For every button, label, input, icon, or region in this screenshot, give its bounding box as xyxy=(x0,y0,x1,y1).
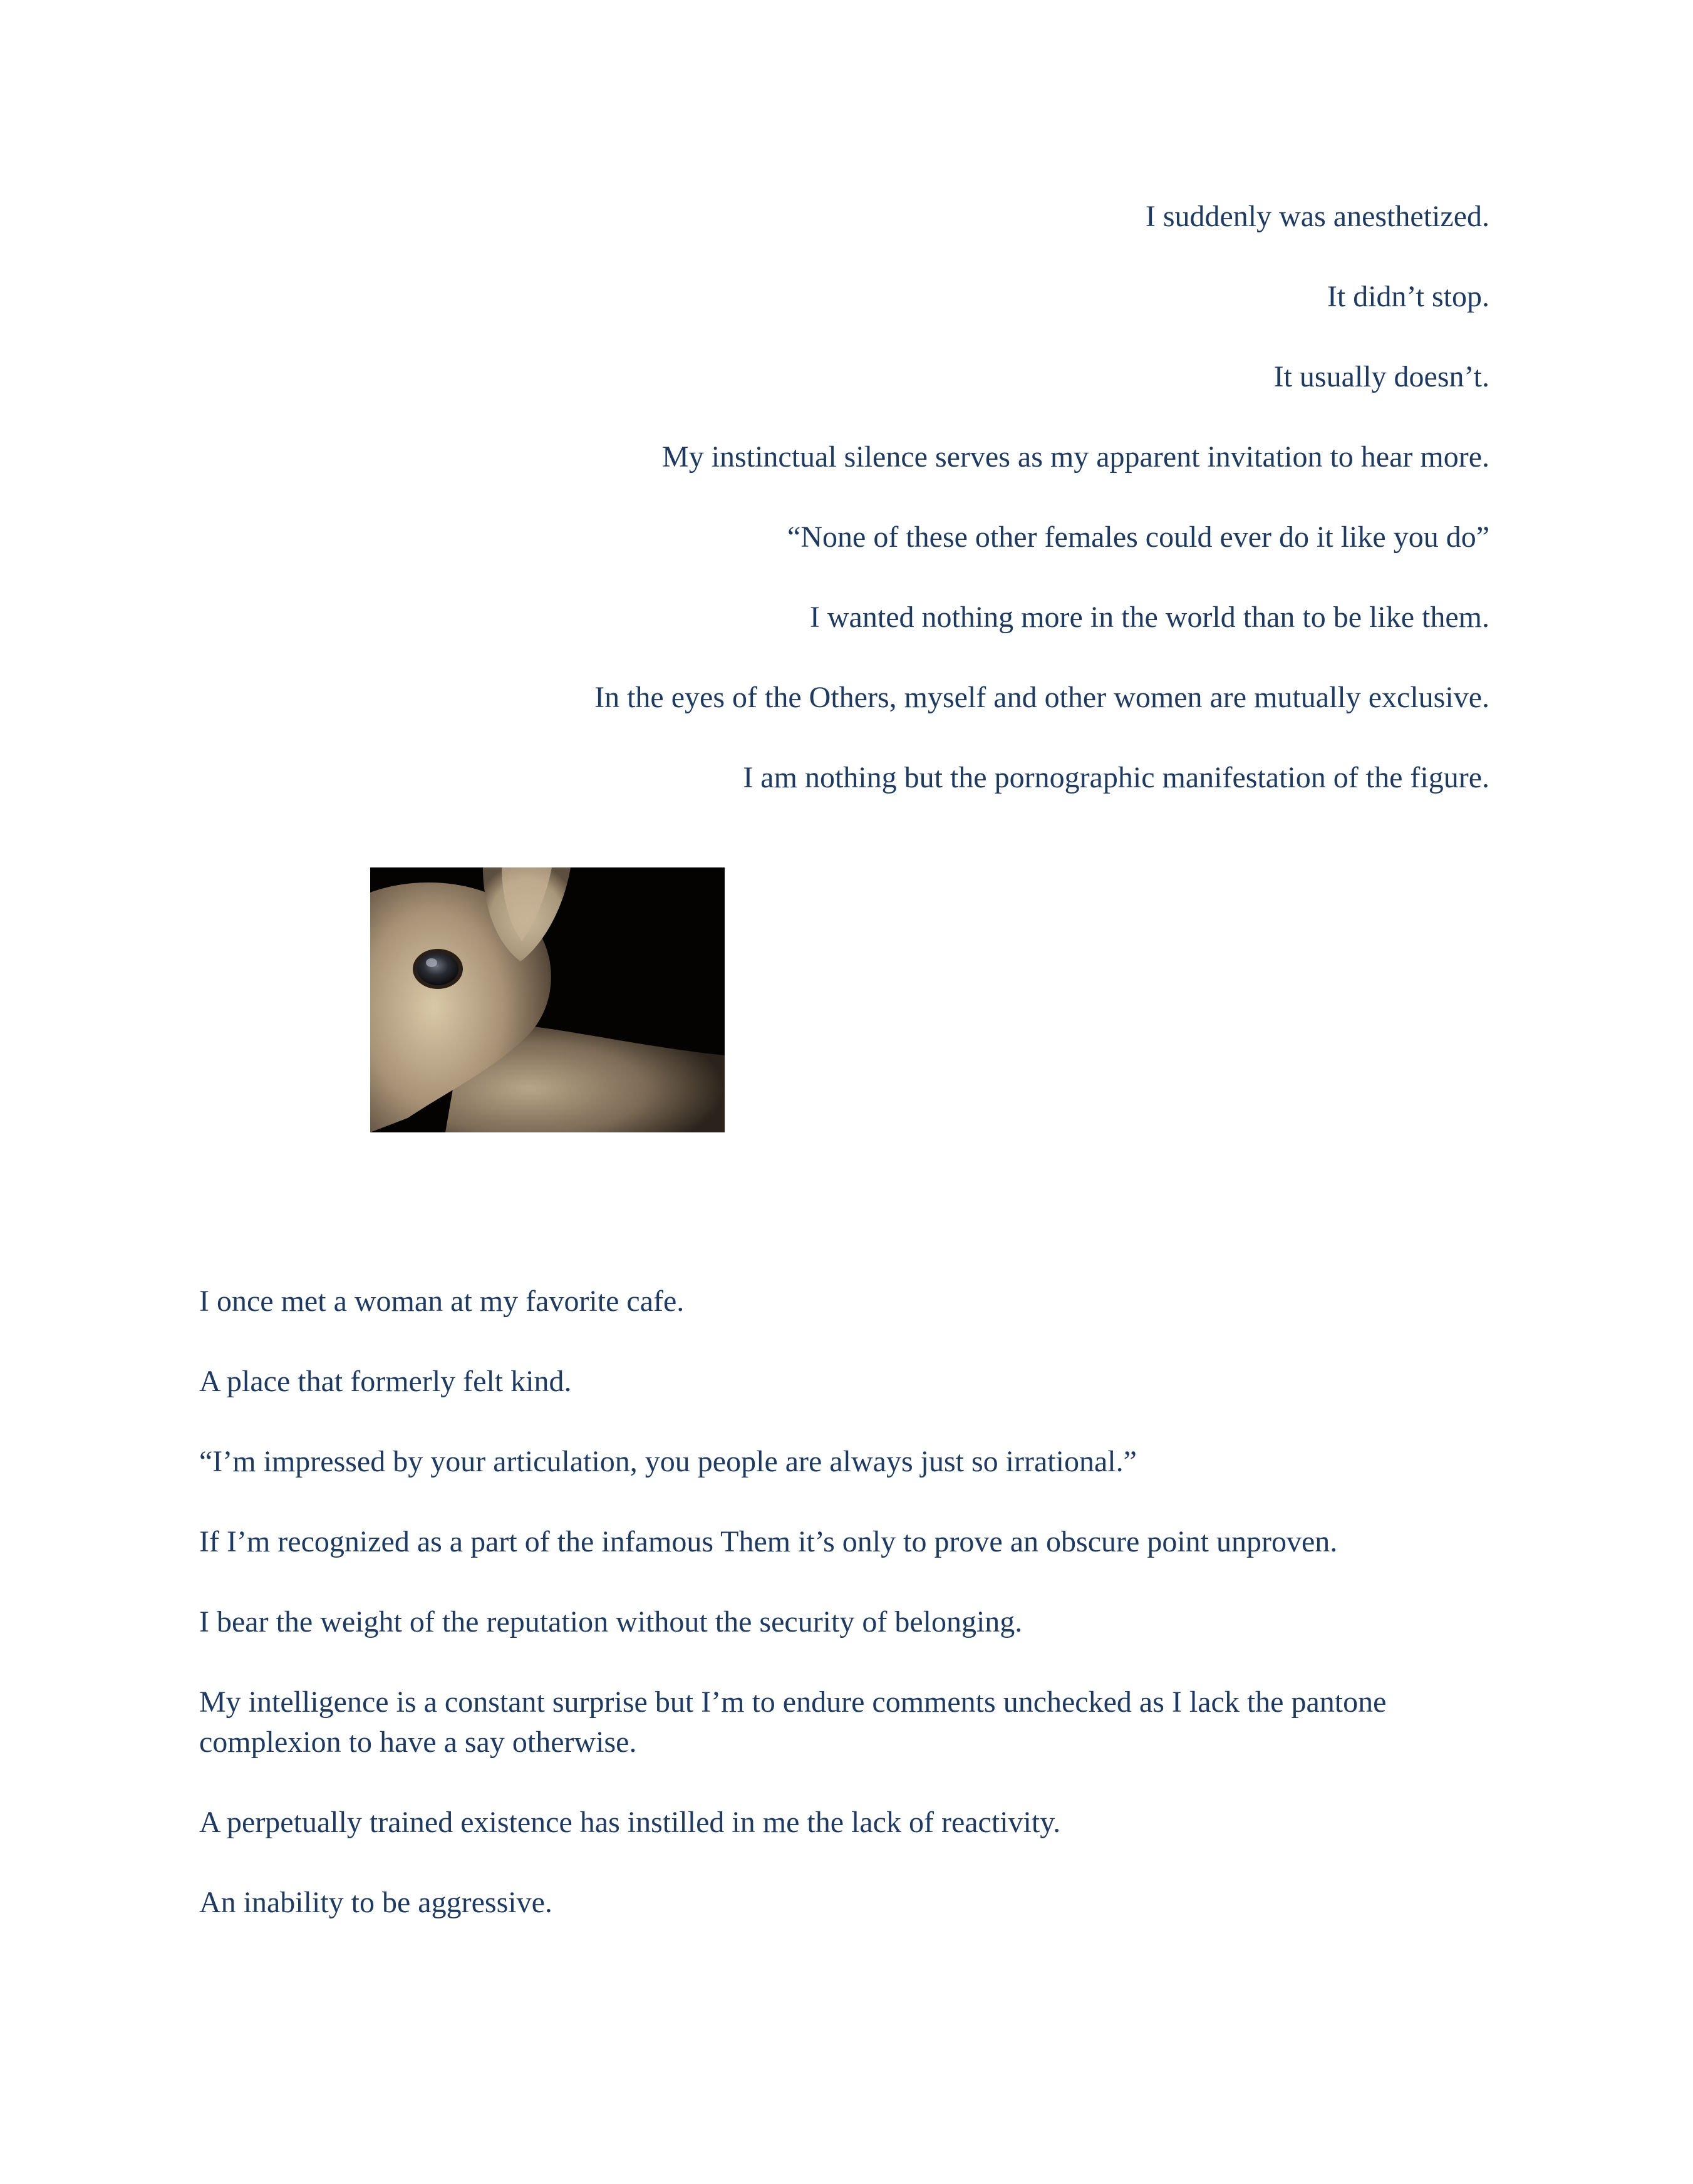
bottom-line-6: My intelligence is a constant surprise but I’m to endure comments unchecked as I lack the pantone complexion to have a say otherwise. xyxy=(199,1685,1387,1759)
top-line-2: It didn’t stop. xyxy=(1327,280,1489,313)
top-line-5: “None of these other females could ever do it like you do” xyxy=(787,520,1489,554)
top-line-3: It usually doesn’t. xyxy=(1273,360,1489,393)
bottom-line-3: “I’m impressed by your articulation, you people are always just so irrational.” xyxy=(199,1445,1137,1478)
bottom-line-1: I once met a woman at my favorite cafe. xyxy=(199,1285,685,1318)
top-line-6: I wanted nothing more in the world than to be like them. xyxy=(809,601,1489,634)
bottom-line-7: A perpetually trained existence has instilled in me the lack of reactivity. xyxy=(199,1806,1061,1839)
top-line-1: I suddenly was anesthetized. xyxy=(1145,200,1489,233)
top-line-7: In the eyes of the Others, myself and other women are mutually exclusive. xyxy=(594,681,1489,714)
deer-photo xyxy=(370,867,725,1132)
bottom-line-4: If I’m recognized as a part of the infamous Them it’s only to prove an obscure point unproven. xyxy=(199,1525,1338,1558)
top-line-4: My instinctual silence serves as my apparent invitation to hear more. xyxy=(662,440,1489,474)
top-line-8: I am nothing but the pornographic manifestation of the figure. xyxy=(743,761,1489,794)
bottom-line-2: A place that formerly felt kind. xyxy=(199,1365,572,1398)
bottom-line-5: I bear the weight of the reputation without the security of belonging. xyxy=(199,1605,1023,1638)
bottom-line-8: An inability to be aggressive. xyxy=(199,1886,552,1919)
